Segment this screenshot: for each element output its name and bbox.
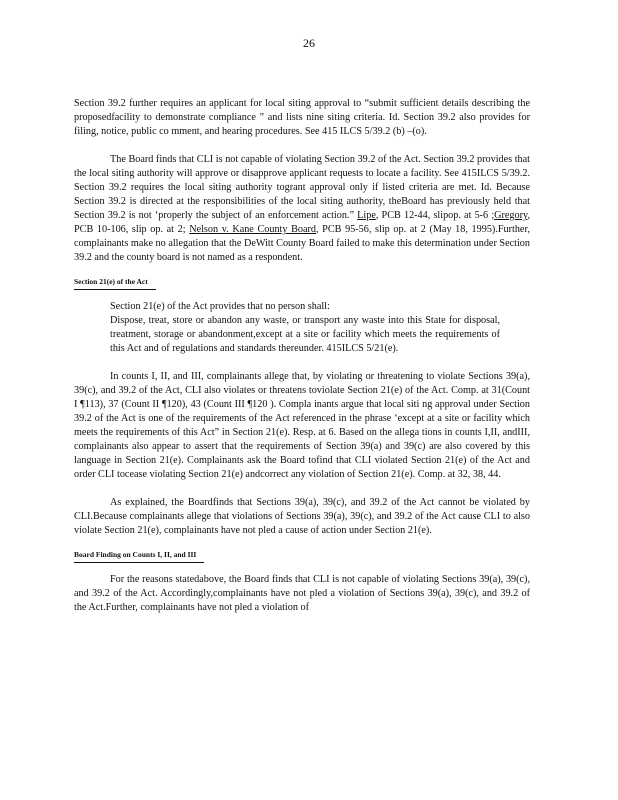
paragraph-board-finding-392 [74, 153, 530, 265]
paragraph-text: , PCB 10-106, slip op. at 2; [74, 210, 530, 235]
document-body [74, 97, 530, 615]
section-heading-21e: Section 21(e) of the Act [74, 276, 156, 290]
case-citation-nelson: Nelson v. Kane County Board [189, 224, 316, 235]
section-heading-wrap [74, 548, 530, 563]
section-heading-wrap [74, 275, 530, 290]
paragraph-siting-requirements: Section 39.2 further requires an applicant for local siting approval to “submit sufficient details describing the proposedfacility to demonstrate compliance ” and lists nine siting criteria. Id. Section 39.2 also provides for filing, notice, public co mment, and hearing procedures. See 415 ILCS 5/39.2 (b) –(o). [74, 98, 530, 137]
paragraph-21e-intro: Section 21(e) of the Act provides that no person shall: [110, 301, 330, 312]
paragraph-text: , PCB 12-44, slipop. at 5-6 ; [375, 210, 495, 221]
block-quote-21e: Dispose, treat, store or abandon any waste, or transport any waste into this State for disposal, treatment, storage or abandonment,except at a site or facility which meets the requirements of this Act and of regulations and standards thereunder. 415ILCS 5/21(e). [110, 315, 500, 354]
paragraph-text: The Board finds that CLI is not capable of violating Section 39.2 of the Act. Section 39.2 provides that the local siting authority will approve or disapprove applicant requests to locate a facility. See 415ILCS 5/39.2. Section 39.2 requires the local siting authority togrant approval only if listed criteria are met. Id. Because Section 39.2 is directed at the responsibilities of the local siting authority, theBoard has previously held that Section 39.2 is not ‘properly the subject of an enforcement action.” [74, 154, 530, 221]
section-heading-board-finding: Board Finding on Counts I, II, and III [74, 549, 204, 563]
paragraph-text: , PCB 95-56, slip op. at 2 (May 18, 1995).Further, complainants make no allegation that the DeWitt County Board failed to make this determination under Section 39.2 and the county board is not named as a respondent. [74, 224, 530, 263]
page-number: 26 [303, 36, 315, 50]
paragraph-as-explained: As explained, the Boardfinds that Sections 39(a), 39(c), and 39.2 of the Act cannot be violated by CLI.Because complainants allege that violations of Sections 39(a), 39(c), and 39.2 of the Act cause CLI to also violate Section 21(e), complainants have not pled a cause of action under Section 21(e). [74, 497, 530, 536]
paragraph-counts-allegations: In counts I, II, and III, complainants allege that, by violating or threatening to violate Sections 39(a), 39(c), and 39.2 of the Act, CLI also violates or threatens toviolate Section 21(e) of the Act. Comp. at 31(Count I ¶113), 37 (Count II ¶120), 43 (Count III ¶120 ). Compla inants argue that local siti ng approval under Section 39.2 of the Act is one of the requirements of the Act referenced in the phrase ‘except at a site or facility which meets the requirements of this Act” in Section 21(e). Resp. at 6. Based on the allega tions in counts I,II, andIII, complainants also appear to assert that the requirements of Section 39(a) and 39(c) are also covered by this language in Section 21(e). Complainants ask the Board tofind that CLI violated Section 21(e) of the Act and order CLI tocease violating Section 21(e) andcorrect any violation of Section 21(e). Comp. at 32, 38, 44. [74, 371, 530, 480]
case-citation-lipe: Lipe [357, 210, 376, 221]
case-citation-gregory: Gregory [494, 210, 528, 221]
paragraph-for-the-reasons: For the reasons statedabove, the Board finds that CLI is not capable of violating Sections 39(a), 39(c), and 39.2 of the Act. Accordingly,complainants have not pled a violation of Sections 39(a), 39(c), and 39.2 of the Act.Further, complainants have not pled a violation of [74, 574, 530, 613]
